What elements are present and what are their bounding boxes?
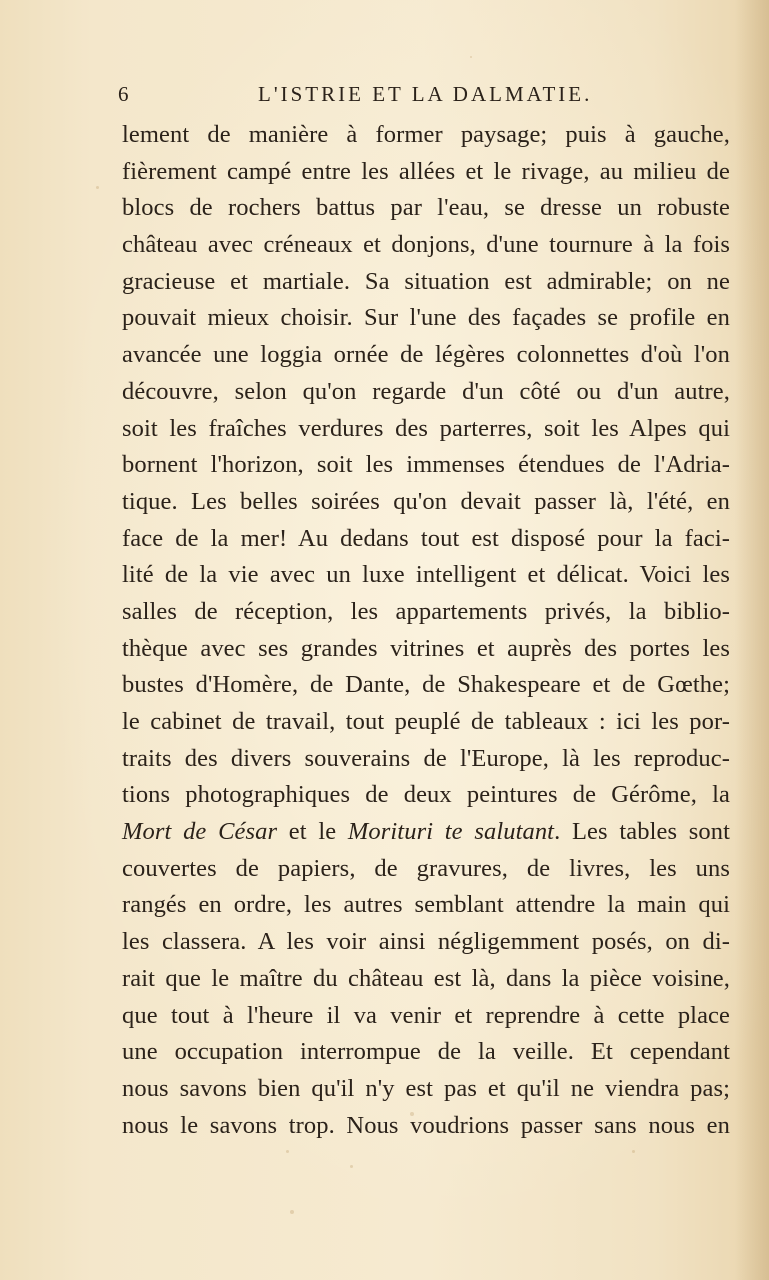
running-head: L'ISTRIE ET LA DALMATIE.: [258, 82, 593, 106]
italic-title-mort-de-cesar: Mort de César: [122, 818, 278, 846]
text-line-with-titles: [122, 814, 730, 851]
text-line: lité de la vie avec un luxe intelligent et délicat. Voici les: [122, 561, 730, 589]
page-header: [118, 78, 730, 108]
text-line: gracieuse et martiale. Sa situation est admirable; on ne: [122, 267, 730, 295]
body-text: [122, 117, 730, 1144]
text-line: une occupation interrompue de la veille. Et cependant: [122, 1038, 730, 1066]
paper-speck: [350, 1165, 353, 1168]
text-line: le cabinet de travail, tout peuplé de tableaux : ici les por-: [122, 708, 730, 735]
text-line: fièrement campé entre les allées et le rivage, au milieu de: [122, 157, 730, 185]
text-line: que tout à l'heure il va venir et reprendre à cette place: [122, 1001, 730, 1029]
paper-speck: [632, 1150, 635, 1153]
text-line: bornent l'horizon, soit les immenses étendues de l'Adria-: [122, 451, 730, 479]
text-line: couvertes de papiers, de gravures, de livres, les uns: [122, 854, 730, 882]
text-line: tique. Les belles soirées qu'on devait passer là, l'été, en: [122, 487, 730, 515]
text-line: tions photographiques de deux peintures de Gérôme, la: [122, 781, 730, 809]
italic-title-morituri: Morituri te salutant: [347, 818, 555, 846]
paper-speck: [96, 186, 99, 189]
page-edge-shadow: [735, 0, 769, 1280]
text-line: face de la mer! Au dedans tout est disposé pour la faci-: [122, 524, 730, 552]
text-line: salles de réception, les appartements privés, la biblio-: [122, 597, 730, 625]
text-line: découvre, selon qu'on regarde d'un côté ou d'un autre,: [122, 377, 730, 405]
text-line: château avec créneaux et donjons, d'une tournure à la fois: [122, 231, 730, 259]
text-line: nous savons bien qu'il n'y est pas et qu'il ne viendra pas;: [122, 1074, 730, 1102]
text-line: nous le savons trop. Nous voudrions passer sans nous en: [122, 1111, 730, 1139]
text-fragment: et le: [277, 818, 348, 846]
text-line: lement de manière à former paysage; puis à gauche,: [122, 121, 730, 148]
text-line: traits des divers souverains de l'Europe, là les reproduc-: [122, 744, 730, 772]
text-line: avancée une loggia ornée de légères colonnettes d'où l'on: [122, 341, 730, 369]
text-line: pouvait mieux choisir. Sur l'une des façades se profile en: [122, 304, 730, 332]
text-line: soit les fraîches verdures des parterres, soit les Alpes qui: [122, 414, 730, 442]
paper-speck: [286, 1150, 289, 1153]
text-line: rangés en ordre, les autres semblant attendre la main qui: [122, 891, 730, 919]
text-line: blocs de rochers battus par l'eau, se dresse un robuste: [122, 194, 730, 222]
paper-speck: [470, 56, 472, 58]
text-fragment: . Les tables sont: [554, 818, 731, 846]
paper-speck: [290, 1210, 294, 1214]
page-number: 6: [118, 82, 130, 106]
text-line: rait que le maître du château est là, dans la pièce voisine,: [122, 964, 730, 992]
text-line: les classera. A les voir ainsi négligemment posés, on di-: [122, 928, 730, 956]
text-line: bustes d'Homère, de Dante, de Shakespeare et de Gœthe;: [122, 671, 730, 699]
text-line: thèque avec ses grandes vitrines et auprès des portes les: [122, 634, 730, 662]
